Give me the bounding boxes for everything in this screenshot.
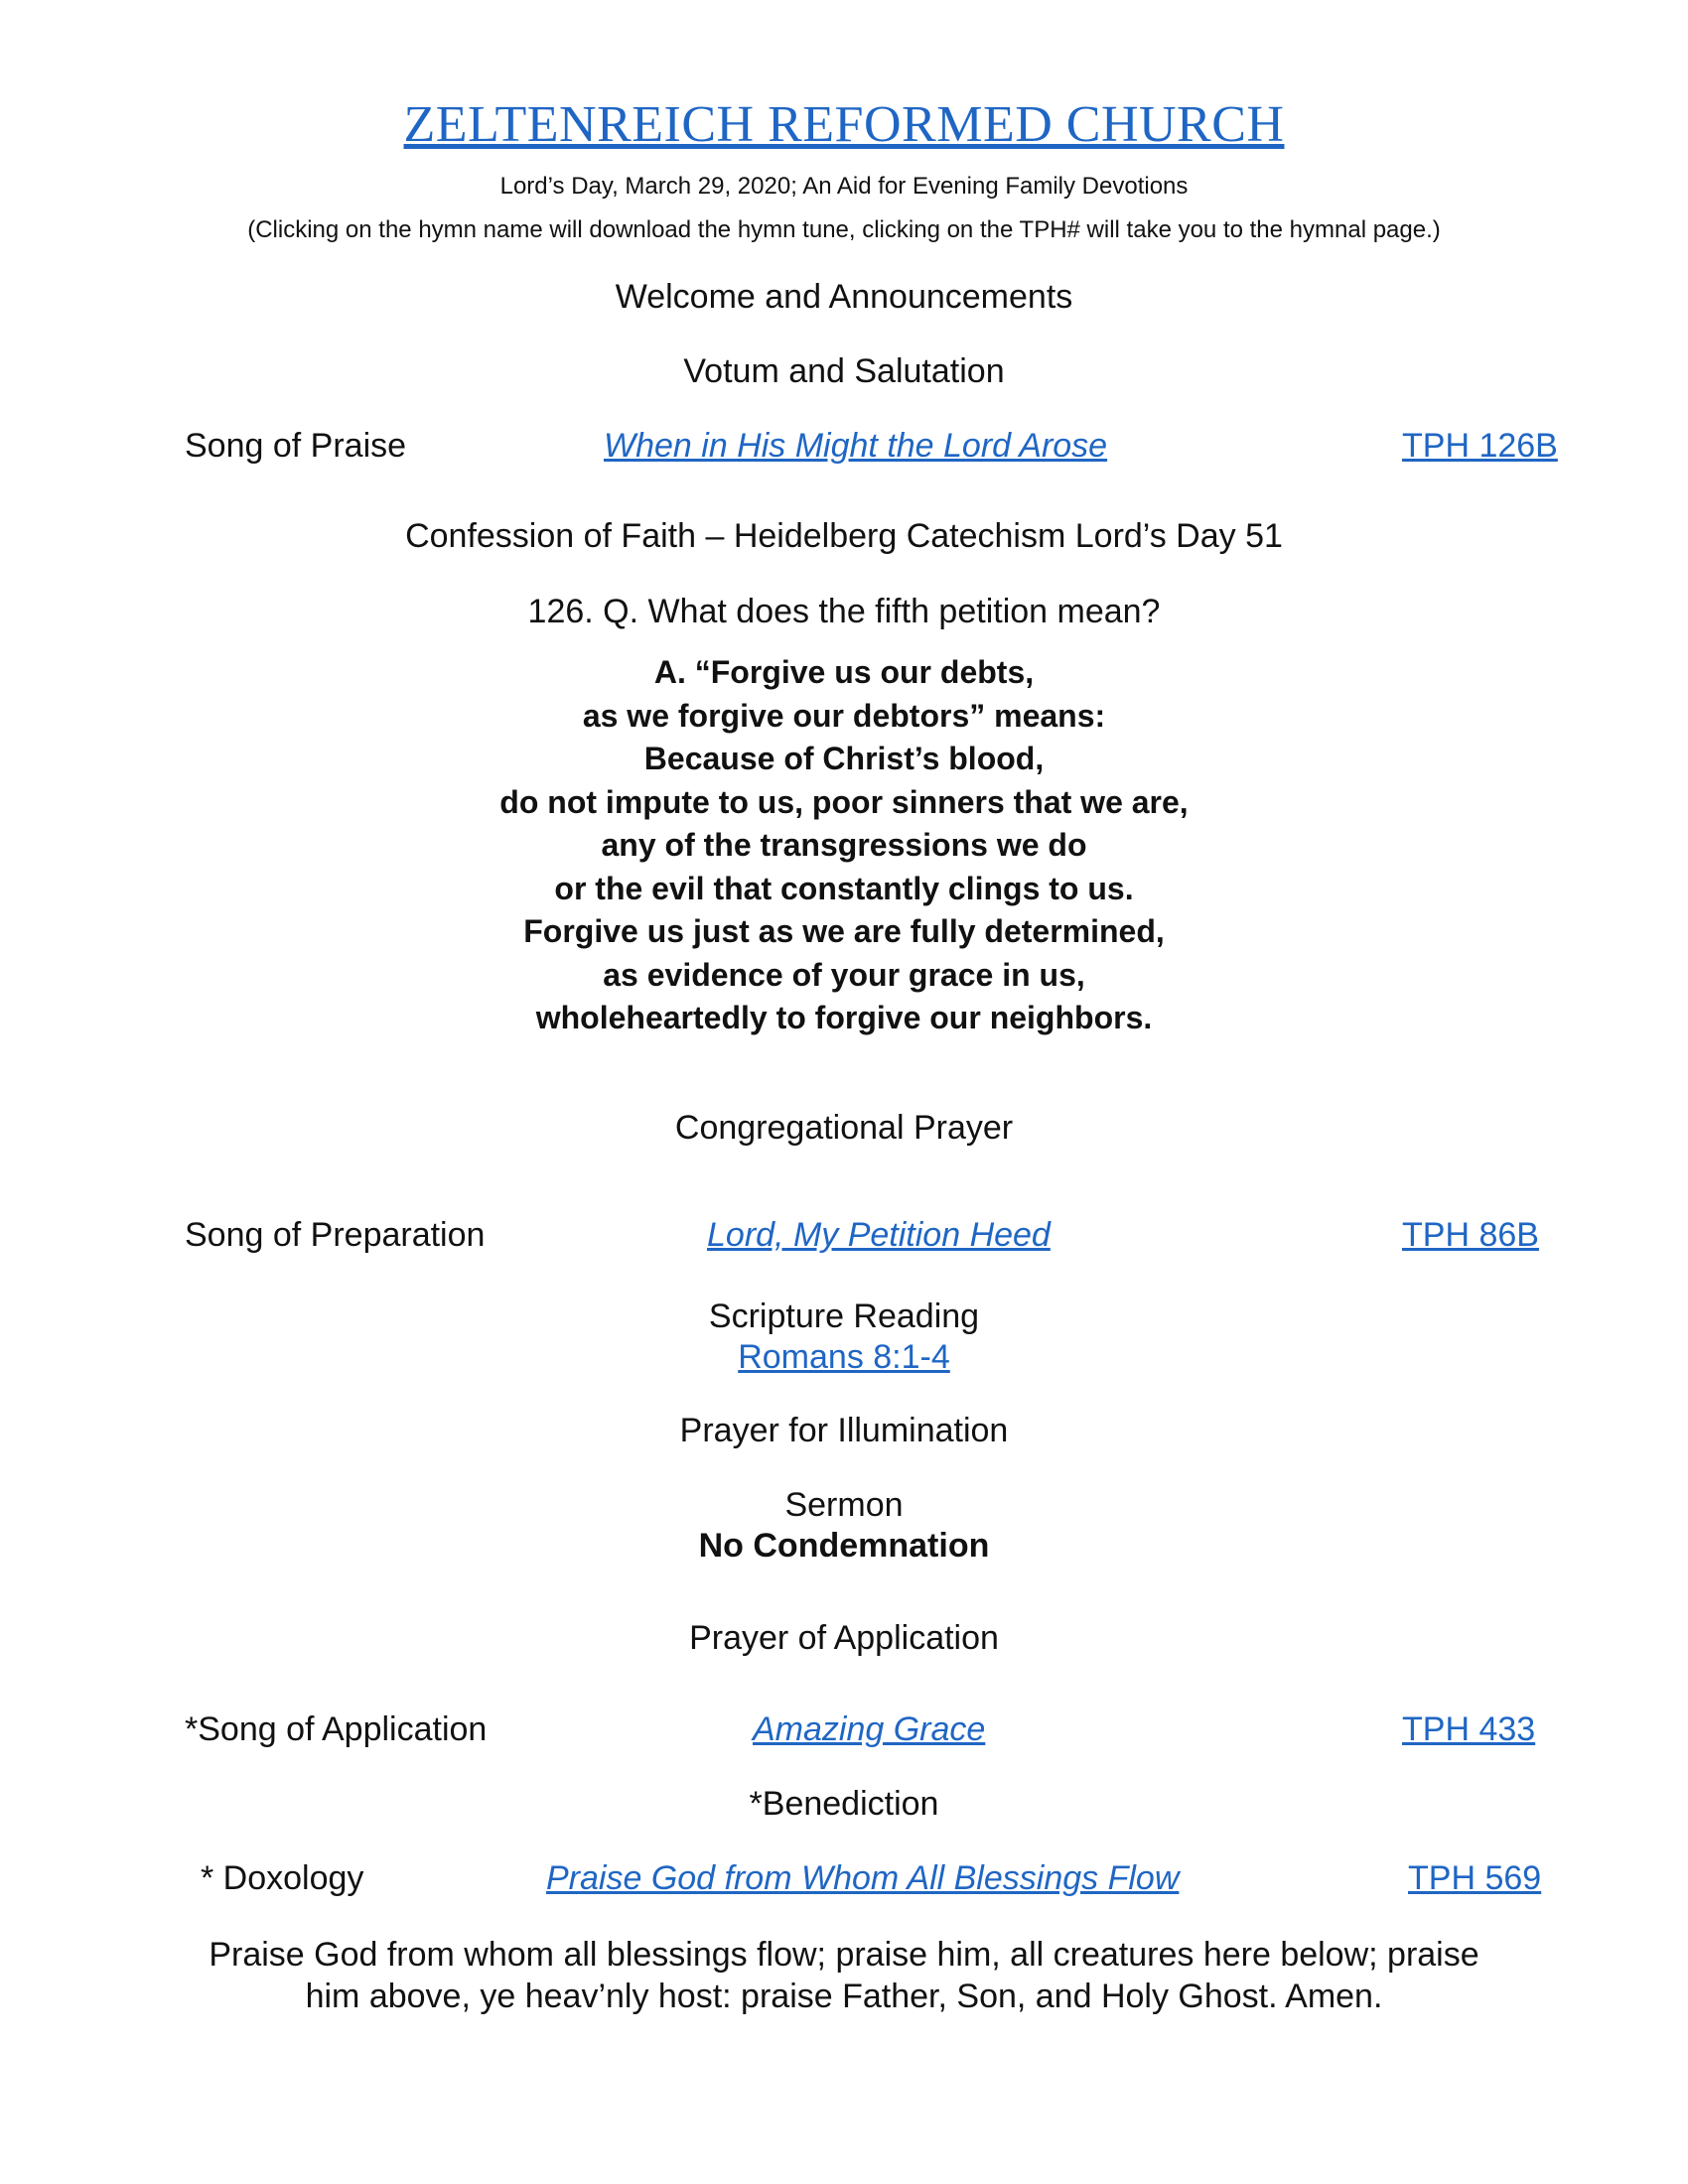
service-date-line: Lord’s Day, March 29, 2020; An Aid for Evening Family Devotions <box>499 173 1189 200</box>
welcome-heading: Welcome and Announcements <box>615 278 1073 316</box>
answer-line: any of the transgressions we do <box>601 827 1087 863</box>
confession-heading: Confession of Faith – Heidelberg Catechism Lord’s Day 51 <box>405 517 1283 555</box>
church-name[interactable] <box>0 95 1688 154</box>
doxology-tph-link[interactable]: TPH 569 <box>1408 1859 1542 1897</box>
song-of-application-hymn-link[interactable]: Amazing Grace <box>753 1710 986 1748</box>
song-of-preparation-label: Song of Preparation <box>185 1216 486 1254</box>
song-of-praise-hymn-link[interactable]: When in His Might the Lord Arose <box>604 427 1108 465</box>
doxology-label: * Doxology <box>201 1859 364 1897</box>
catechism-answer <box>0 651 1688 1040</box>
answer-line: as evidence of your grace in us, <box>603 956 1085 993</box>
song-of-preparation-hymn-link[interactable]: Lord, My Petition Heed <box>707 1216 1051 1254</box>
song-of-praise-tph-link[interactable]: TPH 126B <box>1402 427 1558 465</box>
song-of-preparation-tph-link[interactable]: TPH 86B <box>1402 1216 1539 1254</box>
catechism-question: 126. Q. What does the fifth petition mean? <box>527 593 1161 630</box>
song-of-application-label: *Song of Application <box>185 1710 488 1748</box>
scripture-reading-heading: Scripture Reading <box>708 1297 980 1335</box>
sermon-title: No Condemnation <box>698 1527 990 1565</box>
answer-line: A. “Forgive us our debts, <box>653 654 1035 690</box>
doxology-line: Praise God from whom all blessings flow; praise him, all creatures here below; praise <box>209 1936 1479 1974</box>
answer-line: as we forgive our debtors” means: <box>582 697 1106 734</box>
votum-heading: Votum and Salutation <box>683 352 1005 390</box>
answer-line: or the evil that constantly clings to us. <box>554 870 1134 906</box>
scripture-passage-link[interactable]: Romans 8:1-4 <box>738 1338 950 1376</box>
sermon-heading: Sermon <box>784 1486 904 1524</box>
church-name-link[interactable]: ZELTENREICH REFORMED CHURCH <box>403 96 1285 153</box>
prayer-illumination-heading: Prayer for Illumination <box>679 1412 1009 1449</box>
answer-line: wholeheartedly to forgive our neighbors. <box>535 1000 1153 1035</box>
doxology-hymn-link[interactable]: Praise God from Whom All Blessings Flow <box>546 1859 1180 1897</box>
prayer-application-heading: Prayer of Application <box>689 1619 999 1657</box>
doxology-text <box>0 1934 1688 2017</box>
doxology-line: him above, ye heav’nly host: praise Father, Son, and Holy Ghost. Amen. <box>305 1978 1383 2015</box>
answer-line: Forgive us just as we are fully determined, <box>523 913 1165 949</box>
benediction-heading: *Benediction <box>749 1785 939 1823</box>
song-of-application-tph-link[interactable]: TPH 433 <box>1402 1710 1536 1748</box>
congregational-prayer-heading: Congregational Prayer <box>674 1109 1014 1147</box>
song-of-praise-label: Song of Praise <box>185 427 407 465</box>
answer-line: Because of Christ’s blood, <box>643 741 1045 776</box>
instructions-line: (Clicking on the hymn name will download the hymn tune, clicking on the TPH# will take you to the hymnal page.) <box>247 216 1441 243</box>
answer-line: do not impute to us, poor sinners that we are, <box>499 783 1189 820</box>
scripture-passage[interactable] <box>0 1338 1688 1377</box>
